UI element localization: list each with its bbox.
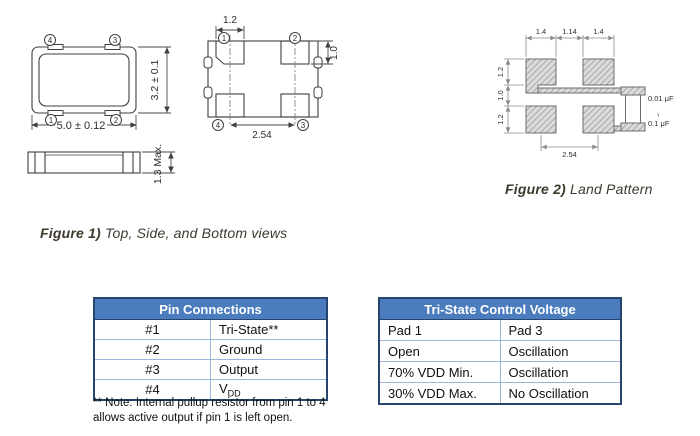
pad1-header-cell: Pad 1	[379, 320, 500, 341]
bottom-pitch-dim-label: 2.54	[252, 130, 272, 141]
top-view	[32, 45, 136, 116]
pad1-condition-cell: 70% VDD Min.	[379, 362, 500, 383]
figure1-caption	[40, 225, 287, 241]
land-pad-2	[583, 59, 614, 85]
table-row	[379, 341, 621, 362]
bottom-pad-height-dim-label: 1.0	[329, 46, 340, 60]
pad1-condition-cell: 30% VDD Max.	[379, 383, 500, 405]
side-view	[28, 152, 140, 173]
notch-right-lower	[314, 87, 322, 98]
pad3-result-cell: Oscillation	[500, 362, 621, 383]
pin-table-note	[93, 396, 345, 425]
land-dim-pad-height-bottom: 1.2	[496, 114, 505, 125]
table-row	[379, 320, 621, 341]
land-pad-4	[526, 106, 556, 133]
pad1-condition-cell: Open	[379, 341, 500, 362]
bottom-pin2-label: 2	[292, 34, 298, 43]
land-pad-3	[583, 106, 614, 133]
vdd-base: V	[219, 380, 228, 396]
land-dim-pad-height-top: 1.2	[496, 66, 505, 78]
pin4-label: 4	[47, 36, 53, 45]
pin-number-cell: #2	[94, 340, 211, 360]
side-view-height-dim-label: 1.3 Max.	[152, 143, 164, 185]
pin2-label: 2	[113, 116, 119, 125]
cap-value-min-label: 0.01 μF	[648, 94, 674, 103]
pin-function-cell: Ground	[211, 340, 328, 360]
notch-left-lower	[204, 87, 212, 98]
vdd-subscript: DD	[227, 388, 241, 399]
capacitor-top-plate	[621, 87, 645, 95]
package-body-outline	[32, 47, 136, 113]
pin-connections-table	[93, 297, 328, 401]
pin3-label: 3	[112, 36, 118, 45]
bottom-pad-width-dim-label: 1.2	[223, 15, 237, 26]
table-row	[379, 383, 621, 405]
capacitor-body	[626, 95, 641, 123]
capacitor-bottom-plate	[621, 123, 645, 131]
land-dim-pad-width-right: 1.4	[593, 27, 604, 36]
land-dim-pitch: 2.54	[562, 150, 577, 159]
table-row	[379, 362, 621, 383]
bottom-body-outline	[208, 41, 318, 117]
pad3-header-cell: Pad 3	[500, 320, 621, 341]
note-line-1: ** Note: Internal pullup resistor from pin 1 to 4	[93, 397, 326, 409]
land-dim-gap-height: 1.0	[496, 90, 505, 101]
figure2-caption-text: Land Pattern	[565, 181, 653, 197]
bottom-pin1-label: 1	[221, 34, 227, 43]
pin-number-cell: #1	[94, 320, 211, 340]
pad3-result-cell: Oscillation	[500, 341, 621, 362]
pad3-result-cell: No Oscillation	[500, 383, 621, 405]
pin-function-cell: Tri-State**	[211, 320, 328, 340]
land-pattern-pads	[526, 59, 645, 133]
bottom-view-pin-numbers	[213, 33, 309, 131]
figure2-drawing	[495, 22, 700, 162]
pin1-label: 1	[48, 116, 54, 125]
figure2-caption-number: Figure 2)	[505, 181, 566, 197]
table-row	[94, 320, 327, 340]
pin-number-cell: #4	[94, 380, 211, 401]
top-view-width-dim-label: 5.0 ± 0.12	[56, 120, 106, 132]
pin-table-title: Pin Connections	[94, 298, 327, 320]
tristate-control-table	[378, 297, 622, 405]
package-lid-outline	[39, 54, 129, 106]
top-view-height-dim-label: 3.2 ± 0.1	[149, 59, 161, 101]
figure1-caption-number: Figure 1)	[40, 225, 101, 241]
figure2-caption	[505, 181, 653, 197]
bottom-view-centerlines	[230, 35, 295, 124]
figure1-caption-text: Top, Side, and Bottom views	[100, 225, 288, 241]
cap-range-tilde: ~	[653, 111, 664, 119]
figure1-drawing	[18, 8, 368, 220]
note-line-2: allows active output if pin 1 is left open.	[93, 411, 293, 424]
bottom-pin4-label: 4	[215, 121, 221, 130]
table-row	[94, 340, 327, 360]
pin-number-cell: #3	[94, 360, 211, 380]
tristate-table-title: Tri-State Control Voltage	[379, 298, 621, 320]
bottom-pin3-label: 3	[300, 121, 306, 130]
land-dim-gap-width: 1.14	[562, 27, 577, 36]
notch-right-upper	[314, 57, 322, 68]
bottom-view	[204, 41, 322, 117]
land-dim-pad-width-left: 1.4	[535, 27, 547, 36]
cap-value-max-label: 0.1 μF	[648, 119, 670, 128]
notch-left-upper	[204, 57, 212, 68]
pin-function-cell: Output	[211, 360, 328, 380]
table-row	[94, 360, 327, 380]
